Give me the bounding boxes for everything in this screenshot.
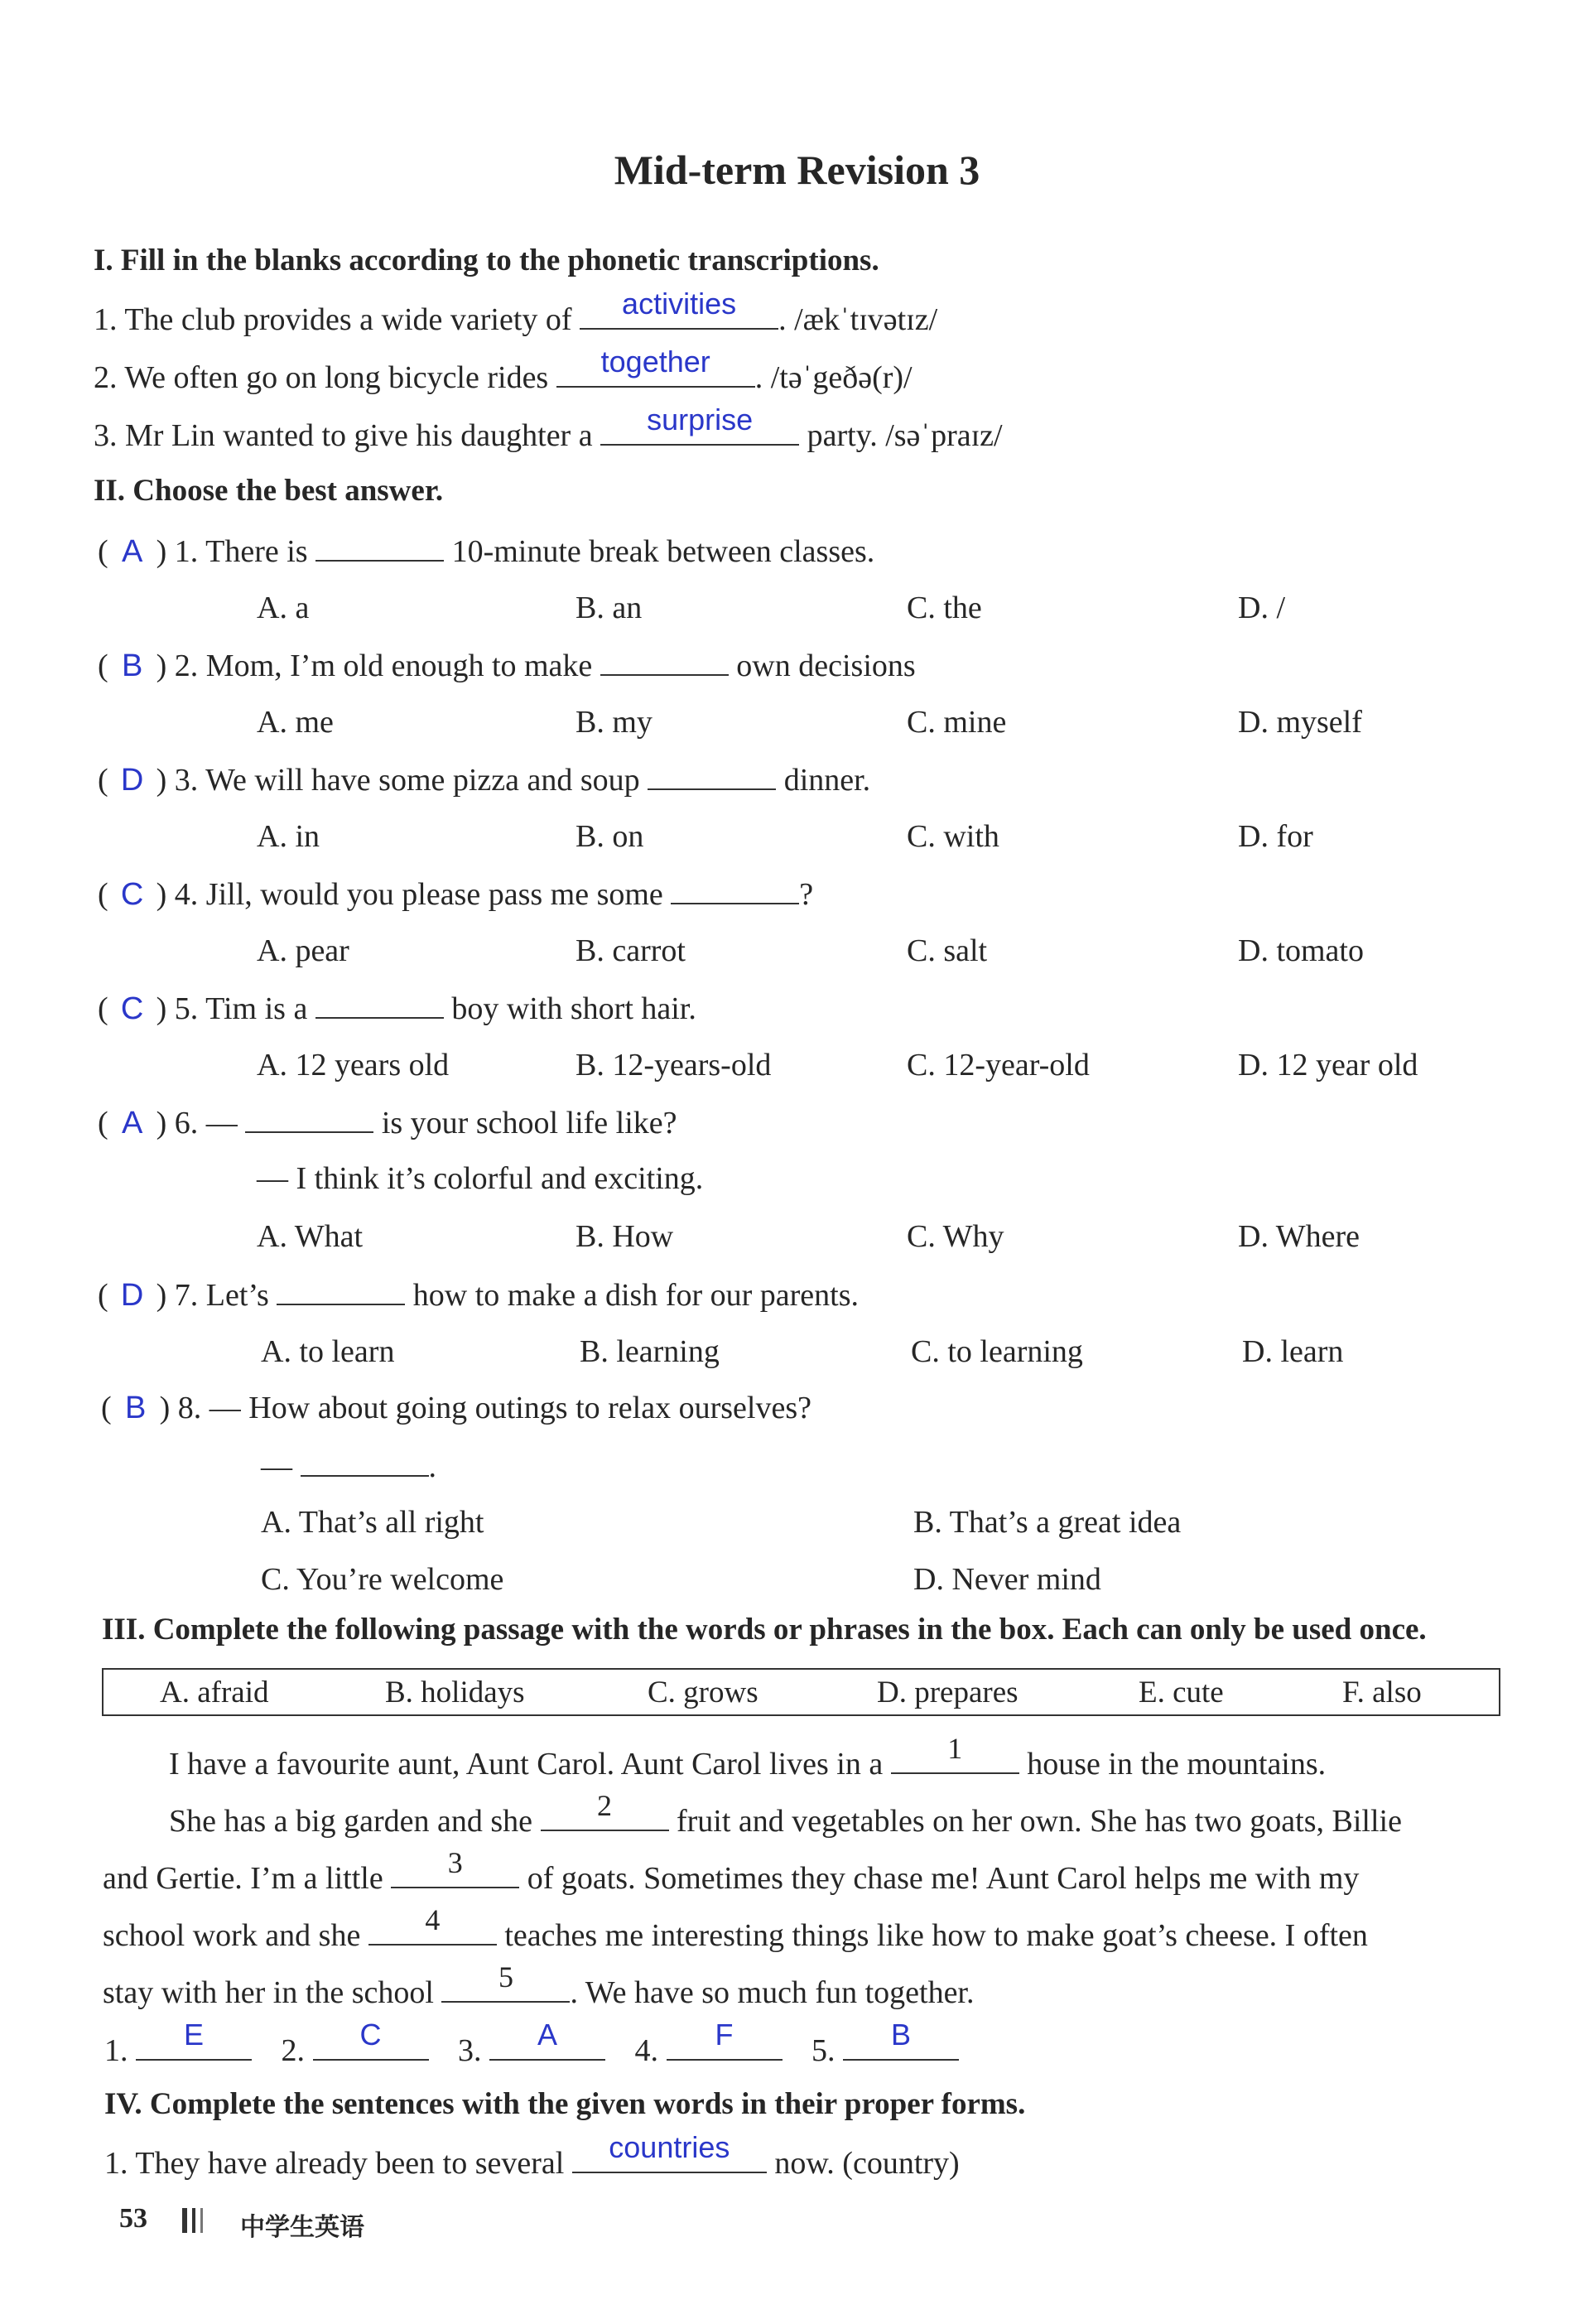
mc-question-1: ( A ) 1. There is 10-minute break between classes. [98,532,874,570]
option-b: B. learning [580,1334,720,1369]
passage-blank: 5 [441,1973,570,2003]
handwritten-answer: activities [622,287,737,321]
divider-bars-icon [181,2206,214,2235]
option-a: A. in [257,819,320,854]
passage-line-4: school work and she 4 teaches me interesting things like how to make goat’s cheese. I often [103,1903,1368,1953]
s4-item-1: 1. They have already been to several countries now. (country) [104,2130,960,2181]
word-box [102,1668,1500,1716]
passage-blank: 3 [391,1859,519,1888]
option-c: C. Why [907,1219,1004,1254]
s1-item-1: 1. The club provides a wide variety of activities . /ækˈtɪvətɪz/ [94,287,938,337]
page-title: Mid-term Revision 3 [614,147,980,193]
answer-blank [648,760,776,790]
section-3-heading: III. Complete the following passage with the words or phrases in the box. Each can only be used once. [102,1613,1427,1647]
answer-blank [245,1103,373,1133]
mc-question-5: ( C ) 5. Tim is a boy with short hair. [98,989,696,1027]
option-d: D. learn [1242,1334,1344,1369]
word-box-option: D. prepares [877,1675,1019,1709]
option-c: C. salt [907,933,988,968]
mc-question-7: ( D ) 7. Let’s how to make a dish for our parents. [98,1275,859,1314]
handwritten-answer: A [121,1106,143,1140]
option-c: C. the [907,591,982,625]
option-c: C. with [907,819,999,854]
answer-blank [556,345,755,388]
option-a: A. That’s all right [261,1505,484,1540]
s1-item-2: 2. We often go on long bicycle rides together . /təˈgeðə(r)/ [94,345,913,395]
answer-blank [277,1275,405,1305]
passage-blank: 4 [368,1916,497,1946]
option-d: D. / [1238,591,1285,625]
mc-question-6: ( A ) 6. — is your school life like? [98,1103,677,1141]
option-d: D. Never mind [913,1562,1101,1597]
word-box-option: E. cute [1139,1675,1224,1709]
mc-question-4: ( C ) 4. Jill, would you please pass me some ? [98,875,813,913]
passage-line-5: stay with her in the school 5 . We have so much fun together. [103,1960,975,2010]
option-a: A. What [257,1219,364,1254]
answer-blank [315,989,444,1019]
mc-question-8: ( B ) 8. — How about going outings to relax ourselves? [101,1391,811,1425]
mc-question-3: ( D ) 3. We will have some pizza and soup dinner. [98,760,870,798]
option-b: B. my [575,705,653,740]
passage-line-1: I have a favourite aunt, Aunt Carol. Aunt Carol lives in a 1 house in the mountains. [169,1732,1327,1782]
handwritten-answer: C [120,877,144,912]
dialogue-reply: — I think it’s colorful and exciting. [257,1161,704,1196]
handwritten-answer: surprise [647,403,754,436]
handwritten-answer: A [537,2018,557,2052]
handwritten-answer: B [890,2018,911,2052]
handwritten-answer: E [183,2018,204,2052]
handwritten-answer: B [121,649,143,683]
option-d: D. tomato [1238,933,1364,968]
word-box-option: F. also [1342,1675,1422,1709]
word-box-option: A. afraid [160,1675,269,1709]
mc-question-2: ( B ) 2. Mom, I’m old enough to make own decisions [98,646,916,684]
answer-blank [313,2018,429,2061]
option-b: B. That’s a great idea [913,1505,1182,1540]
section-2-heading: II. Choose the best answer. [94,474,444,508]
option-c: C. You’re welcome [261,1562,504,1597]
answer-blank [301,1447,429,1477]
answer-blank [843,2018,959,2061]
answer-blank [572,2130,767,2173]
option-a: A. a [257,591,310,625]
section-4-heading: IV. Complete the sentences with the given words in their proper forms. [104,2087,1026,2121]
handwritten-answer: C [120,991,144,1026]
option-a: A. 12 years old [257,1048,450,1082]
passage-blank: 2 [541,1801,669,1831]
handwritten-answer: D [120,1278,144,1313]
handwritten-answer: D [120,763,144,798]
option-b: B. 12-years-old [575,1048,772,1082]
passage-line-2: She has a big garden and she 2 fruit and vegetables on her own. She has two goats, Billie [169,1789,1402,1839]
passage-blank: 1 [891,1744,1019,1774]
answer-blank [600,646,729,676]
dialogue-reply: — . [261,1447,436,1485]
answer-blank [580,287,778,330]
publication-name: 中学生英语 [240,2213,364,2242]
option-c: C. 12-year-old [907,1048,1090,1082]
option-c: C. mine [907,705,1007,740]
answer-blank [667,2018,783,2061]
handwritten-answer: together [600,345,710,378]
option-a: A. pear [257,933,349,968]
option-b: B. an [575,591,643,625]
option-c: C. to learning [911,1334,1083,1369]
option-d: D. 12 year old [1238,1048,1418,1082]
s1-item-3: 3. Mr Lin wanted to give his daughter a surprise party. /səˈpraɪz/ [94,403,1003,453]
passage-line-3: and Gertie. I’m a little 3 of goats. Sometimes they chase me! Aunt Carol helps me with my [103,1846,1360,1896]
answer-blank [489,2018,605,2061]
section-1-heading: I. Fill in the blanks according to the phonetic transcriptions. [94,243,879,277]
option-d: D. myself [1238,705,1362,740]
handwritten-answer: A [121,534,143,569]
option-b: B. How [575,1219,674,1254]
handwritten-answer: B [124,1391,147,1425]
page-number: 53 [119,2203,147,2234]
answer-blank [136,2018,252,2061]
handwritten-answer: countries [609,2130,730,2164]
word-box-option: C. grows [648,1675,758,1709]
word-box-option: B. holidays [385,1675,525,1709]
passage-answer-row: 1. E 2. C 3. A 4. F 5. B [104,2031,959,2069]
option-a: A. to learn [261,1334,395,1369]
answer-blank [600,403,799,446]
option-b: B. carrot [575,933,686,968]
answer-blank [671,875,799,904]
handwritten-answer: F [715,2018,734,2052]
option-d: D. for [1238,819,1313,854]
option-d: D. Where [1238,1219,1360,1254]
option-b: B. on [575,819,644,854]
answer-blank [315,532,444,562]
option-a: A. me [257,705,334,740]
handwritten-answer: C [359,2018,382,2052]
